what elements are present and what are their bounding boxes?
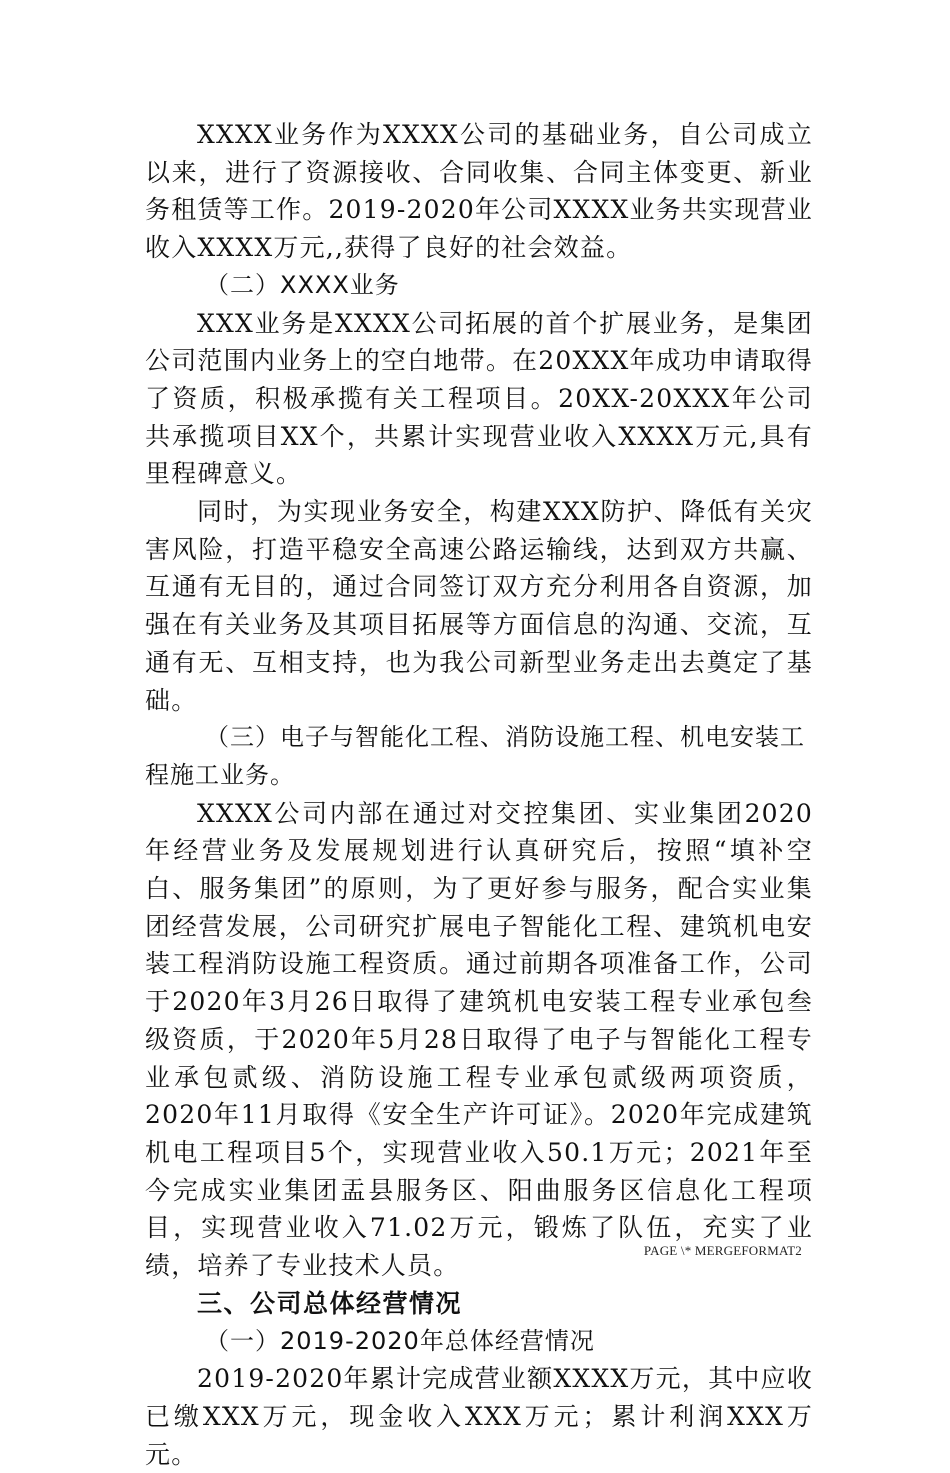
paragraph-expansion-business: XXX业务是XXXX公司拓展的首个扩展业务，是集团公司范围内业务上的空白地带。在20XXX年成功申请取得了资质，积极承揽有关工程项目。20XX-20XXX年公司共承揽项目XX个，共累计实现营业收入XXXX万元,具有里程碑意义。 xyxy=(145,308,813,489)
paragraph-revenue-summary: 2019-2020年累计完成营业额XXXX万元，其中应收已缴XXX万元，现金收入XXX万元；累计利润XXX万元。 xyxy=(145,1364,813,1469)
subheading-xxxx-business: （二）XXXX业务 xyxy=(205,270,400,299)
subheading-2019-2020-operations: （一）2019-2020年总体经营情况 xyxy=(205,1326,595,1355)
section-heading-overall-operations: 三、公司总体经营情况 xyxy=(197,1288,463,1318)
subheading-engineering-business: （三）电子与智能化工程、消防设施工程、机电安装工程施工业务。 xyxy=(145,723,805,789)
paragraph-business-safety: 同时，为实现业务安全，构建XXX防护、降低有关灾害风险，打造平稳安全高速公路运输线，达到双方共赢、互通有无目的，通过合同签订双方充分利用各自资源，加强在有关业务及其项目拓展等方面信息的沟通、交流，互通有无、互相支持，也为我公司新型业务走出去奠定了基础。 xyxy=(145,497,813,715)
document-body xyxy=(145,116,813,1473)
paragraph-business-overview: XXXX业务作为XXXX公司的基础业务，自公司成立以来，进行了资源接收、合同收集、合同主体变更、新业务租赁等工作。2019-2020年公司XXXX业务共实现营业收入XXXX万元,,获得了良好的社会效益。 xyxy=(145,120,813,263)
paragraph-qualifications: XXXX公司内部在通过对交控集团、实业集团2020年经营业务及发展规划进行认真研究后，按照“填补空白、服务集团”的原则，为了更好参与服务，配合实业集团经营发展，公司研究扩展电子智能化工程、建筑机电安装工程消防设施工程资质。通过前期各项准备工作，公司于2020年3月26日取得了建筑机电安装工程专业承包叁级资质，于2020年5月28日取得了电子与智能化工程专业承包贰级、消防设施工程专业承包贰级两项资质，2020年11月取得《安全生产许可证》。2020年完成建筑机电工程项目5个，实现营业收入50.1万元；2021年至今完成实业集团盂县服务区、阳曲服务区信息化工程项目，实现营业收入71.02万元，锻炼了队伍，充实了业绩，培养了专业技术人员。 xyxy=(145,798,813,1281)
page-number-field: PAGE \* MERGEFORMAT2 xyxy=(643,1243,802,1258)
